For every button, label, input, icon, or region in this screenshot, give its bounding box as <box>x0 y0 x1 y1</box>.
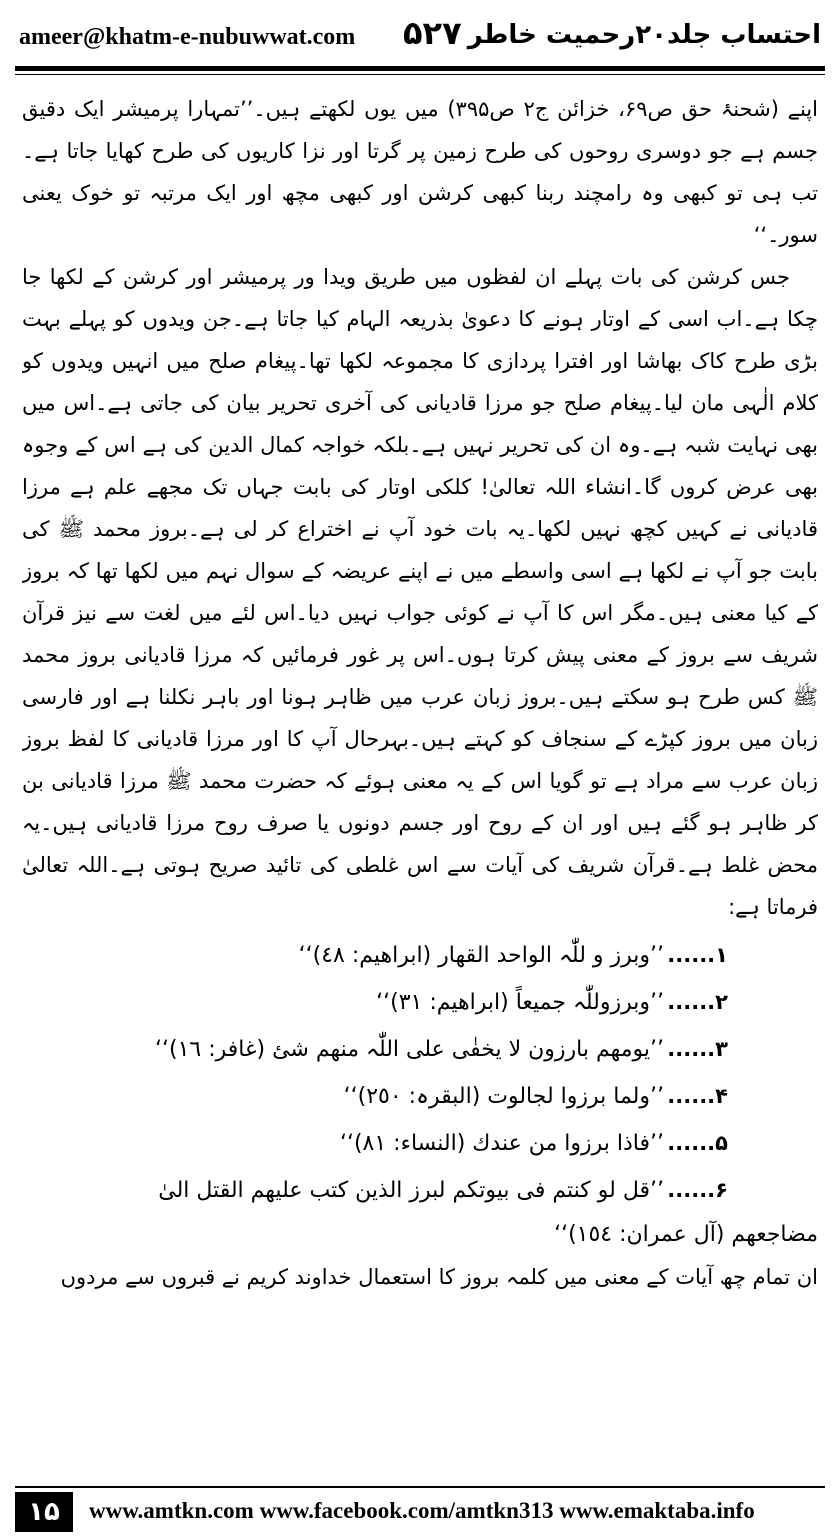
verse-number: ۱...... <box>667 943 728 967</box>
verse-number: ۲...... <box>667 990 728 1014</box>
footer-rule <box>15 1486 825 1488</box>
paragraph-2: جس کرشن کی بات پہلے ان لفظوں میں طریق ویدا ور پرمیشر اور کرشن کے لکھا جا چکا ہے۔اب اسی کے اوتار ہونے کا دعویٰ بذریعہ الہام کیا جاتا ہے۔جن ویدوں کو پہلے بہت بڑی طرح کاک بھاشا اور افترا پردازی کا مجموعہ لکھا تھا۔پیغام صلح میں انہیں ویدوں کو کلام الٰہی مان لیا۔پیغام صلح جو مرزا قادیانی کی آخری تحریر بیان کی جاتی ہے۔اس میں بھی نہایت شبہ ہے۔وہ ان کی تحریر نہیں ہے۔بلکہ خواجہ کمال الدین کی ہے اس کے وجوہ بھی عرض کروں گا۔انشاء اللہ تعالیٰ! کلکی اوتار کی بابت جہاں تک مجھے علم ہے مرزا قادیانی نے کہیں کچھ نہیں لکھا۔یہ بات خود آپ نے اختراع کر لی ہے۔بروز محمد ﷺ کی بابت جو آپ نے لکھا ہے اسی واسطے میں نے اپنے عریضہ کے سوال نہم میں لکھا تھا کہ بروز کے کیا معنی ہیں۔مگر اس کا آپ نے کوئی جواب نہیں دیا۔اس لئے میں لغت سے نیز قرآن شریف سے بروز کے معنی پیش کرتا ہوں۔اس پر غور فرمائیں کہ مرزا قادیانی بروز محمد ﷺ کس طرح ہو سکتے ہیں۔بروز زبان عرب میں ظاہر ہونا اور باہر نکلنا ہے اور فارسی زبان میں بروز کپڑے کے سنجاف کو کہتے ہیں۔بہرحال آپ کا اور مرزا قادیانی کا لفظ بروز زبان عرب سے مراد ہے تو گویا اس کے یہ معنی ہوئے کہ حضرت محمد ﷺ مرزا قادیانی بن کر ظاہر ہو گئے ہیں اور ان کے روح اور جسم دونوں یا صرف روح مرزا قادیانی ہیں۔یہ محض غلط ہے۔قرآن شریف کی آیات سے اس غلطی کی تائید صریح ہوتی ہے۔اللہ تعالیٰ فرماتا ہے: <box>22 265 818 919</box>
paragraph-1: اپنے (شحنۂ حق ص۶۹، خزائن ج۲ ص۳۹۵) میں یوں لکھتے ہیں۔’’تمہارا پرمیشر ایک دقیق جسم ہے جو دوسری روحوں کی طرح زمین پر گرتا اور نزا کاریوں کی طرح کھایا جاتا ہے۔تب ہی تو کبھی وہ رامچند ربنا کبھی کرشن اور کبھی مچھ اور ایک مرتبہ تو خوک یعنی سور۔‘‘ <box>22 97 818 247</box>
verse-item <box>22 1026 818 1073</box>
verse-item <box>22 979 818 1026</box>
verse-text: ’’قل لو کنتم فی بیوتکم لبرز الذین کتب علیھم القتل الیٰ <box>158 1178 664 1203</box>
verse-text: ’’یومھم بارزون لا یخفٰی علی اللّٰہ منھم شئ (غافر: ١٦)‘‘ <box>155 1037 664 1062</box>
verse-text: ’’وبرزوللّٰہ جمیعاً (ابراھیم: ٣١)‘‘ <box>376 990 664 1015</box>
verse-text: ’’فاذا برزوا من عندك (النساء: ٨١)‘‘ <box>339 1131 664 1156</box>
verse-number: ۳...... <box>667 1037 728 1061</box>
verse-number: ۵...... <box>667 1131 728 1155</box>
page-footer <box>15 1492 825 1532</box>
verse-number: ۶...... <box>667 1178 728 1202</box>
verse-item <box>22 1167 818 1214</box>
header-page-number: ۵۲۷ <box>403 14 462 52</box>
footer-urls: www.amtkn.com www.facebook.com/amtkn313 www.emaktaba.info <box>89 1498 755 1523</box>
page-header <box>15 10 825 64</box>
closing-line: ان تمام چھ آیات کے معنی میں کلمہ بروز کا استعمال خداوند کریم نے قبروں سے مردوں <box>60 1265 818 1289</box>
body-text <box>22 88 818 1458</box>
verse-text: ’’ولما برزوا لجالوت (البقرہ: ٢٥٠)‘‘ <box>343 1084 664 1109</box>
verse-number: ۴...... <box>667 1084 728 1108</box>
verse-item <box>22 932 818 979</box>
header-rule-thin <box>15 74 825 75</box>
verse-item <box>22 1120 818 1167</box>
header-rule-thick <box>15 66 825 71</box>
verse-item <box>22 1073 818 1120</box>
running-title: احتساب جلد۲۰رحمیت خاطر <box>467 20 821 50</box>
verse-list <box>22 932 818 1214</box>
header-email: ameer@khatm-e-nubuwwat.com <box>19 24 356 50</box>
verse-text: ’’وبرز و للّٰہ الواحد القھار (ابراھیم: ٤٨)‘‘ <box>298 943 664 968</box>
footer-page-number: ١۵ <box>15 1492 73 1532</box>
verse-6-continuation: مضاجعھم (آل عمران: ١٥٤)‘‘ <box>554 1222 818 1247</box>
